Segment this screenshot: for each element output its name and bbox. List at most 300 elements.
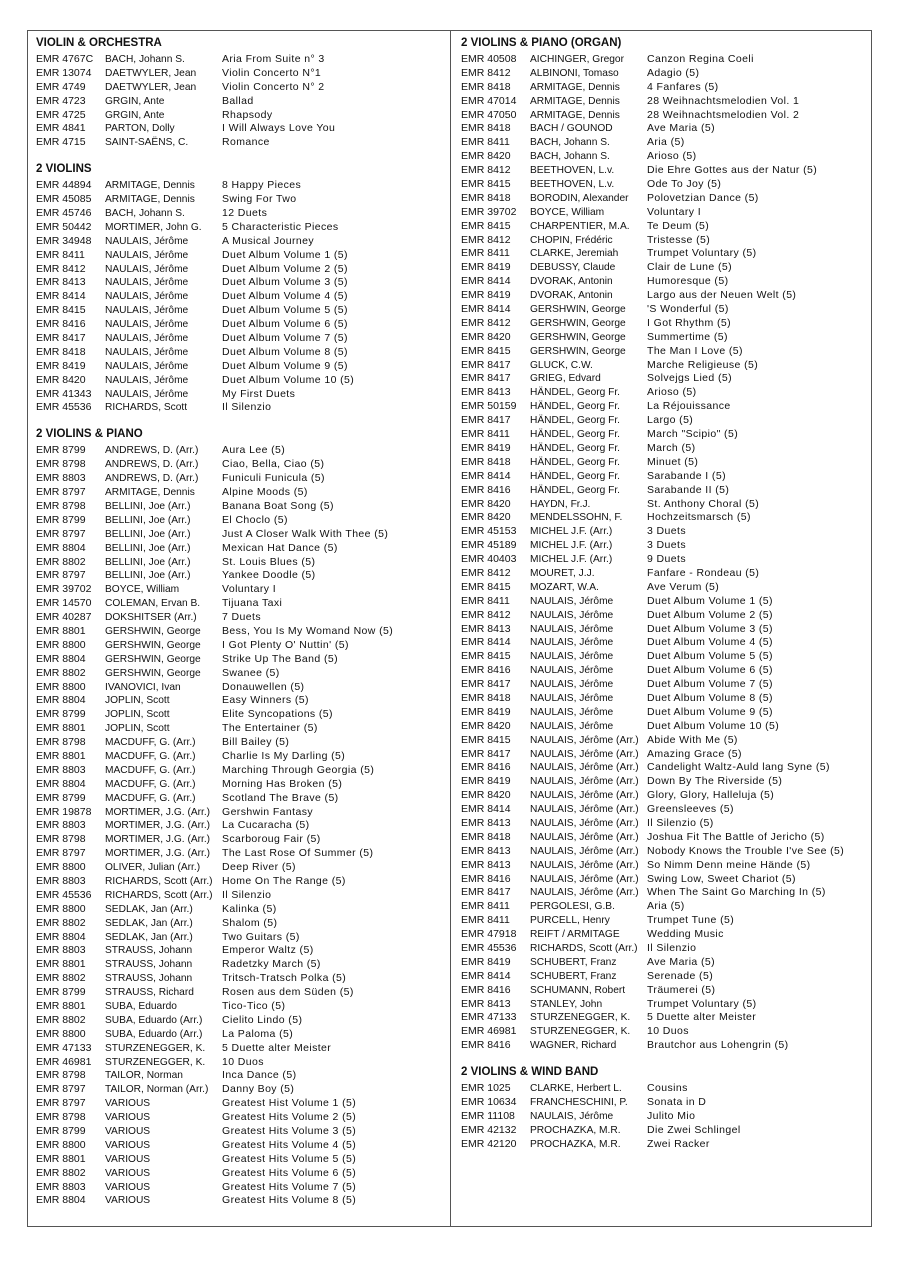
work-title: Gershwin Fantasy xyxy=(222,805,314,818)
catalog-row xyxy=(36,1042,441,1056)
work-title: 28 Weihnachtsmelodien Vol. 2 xyxy=(647,108,800,121)
work-title: Hochzeitsmarsch (5) xyxy=(647,511,751,524)
composer: OLIVER, Julian (Arr.) xyxy=(105,862,201,874)
catalog-number: EMR 8411 xyxy=(461,594,510,607)
composer: NAULAIS, Jérôme (Arr.) xyxy=(530,873,639,885)
catalog-number: EMR 8416 xyxy=(461,483,511,496)
composer: GERSHWIN, George xyxy=(530,331,626,343)
catalog-number: EMR 8413 xyxy=(461,816,511,829)
composer: BACH, Johann S. xyxy=(105,208,185,220)
catalog-row xyxy=(461,81,866,95)
composer: NAULAIS, Jérôme xyxy=(530,609,614,621)
composer: NAULAIS, Jérôme xyxy=(105,305,189,317)
catalog-number: EMR 8415 xyxy=(461,178,511,191)
composer: STRAUSS, Johann xyxy=(105,959,193,971)
composer: MACDUFF, G. (Arr.) xyxy=(105,778,196,790)
composer: ANDREWS, D. (Arr.) xyxy=(105,459,199,471)
catalog-row xyxy=(461,331,866,345)
catalog-row xyxy=(36,179,441,193)
catalog-number: EMR 8801 xyxy=(36,1000,86,1012)
work-title: Charlie Is My Darling (5) xyxy=(222,749,346,762)
composer: NAULAIS, Jérôme xyxy=(105,319,189,331)
catalog-row xyxy=(461,664,866,678)
composer: CHARPENTIER, M.A. xyxy=(530,220,630,232)
catalog-row xyxy=(36,53,441,67)
catalog-number: EMR 8798 xyxy=(36,458,86,471)
catalog-row xyxy=(461,178,866,192)
catalog-row xyxy=(36,736,441,750)
work-title: Duet Album Volume 5 (5) xyxy=(222,304,348,317)
work-title: Arioso (5) xyxy=(647,150,697,163)
composer: BELLINI, Joe (Arr.) xyxy=(105,542,191,554)
work-title: Cousins xyxy=(647,1082,688,1095)
catalog-row xyxy=(36,332,441,346)
catalog-number: EMR 50159 xyxy=(461,400,517,413)
catalog-row xyxy=(461,1082,866,1096)
catalog-number: EMR 8419 xyxy=(461,775,511,788)
composer: VARIOUS xyxy=(105,1139,151,1151)
composer: NAULAIS, Jérôme (Arr.) xyxy=(530,776,639,788)
catalog-number: EMR 8413 xyxy=(461,622,511,635)
work-title: St. Louis Blues (5) xyxy=(222,555,316,568)
composer: ARMITAGE, Dennis xyxy=(105,180,195,192)
composer: PROCHAZKA, M.R. xyxy=(530,1124,621,1136)
work-title: Summertime (5) xyxy=(647,330,728,343)
catalog-row xyxy=(36,542,441,556)
work-title: The Entertainer (5) xyxy=(222,722,318,735)
composer: NAULAIS, Jérôme (Arr.) xyxy=(530,790,639,802)
catalog-number: EMR 8419 xyxy=(461,955,511,968)
catalog-row xyxy=(461,720,866,734)
catalog-row xyxy=(461,567,866,581)
composer: CHOPIN, Frédéric xyxy=(530,234,613,246)
work-title: Scarboroug Fair (5) xyxy=(222,833,321,846)
work-title: Aria (5) xyxy=(647,136,685,149)
catalog-number: EMR 8800 xyxy=(36,902,86,915)
work-title: Nobody Knows the Trouble I've See (5) xyxy=(647,844,845,857)
catalog-row xyxy=(461,831,866,845)
work-title: Inca Dance (5) xyxy=(222,1069,297,1082)
composer: WAGNER, Richard xyxy=(530,1040,617,1052)
composer: NAULAIS, Jérôme (Arr.) xyxy=(530,762,639,774)
composer: RICHARDS, Scott xyxy=(105,402,188,414)
catalog-number: EMR 4723 xyxy=(36,94,86,107)
catalog-number: EMR 8801 xyxy=(36,1152,86,1165)
catalog-number: EMR 8417 xyxy=(461,886,511,899)
work-title: I Will Always Love You xyxy=(222,122,336,135)
composer: STURZENEGGER, K. xyxy=(105,1056,206,1068)
catalog-number: EMR 8414 xyxy=(461,969,511,982)
catalog-row xyxy=(461,734,866,748)
work-title: Voluntary I xyxy=(647,205,702,218)
composer: DAETWYLER, Jean xyxy=(105,67,197,79)
catalog-row xyxy=(36,207,441,221)
catalog-number: EMR 8418 xyxy=(461,80,511,93)
catalog-row xyxy=(36,792,441,806)
catalog-number: EMR 47014 xyxy=(461,94,517,107)
work-title: Aria From Suite n° 3 xyxy=(222,53,325,65)
work-title: Swanee (5) xyxy=(222,666,280,679)
work-title: Fanfare - Rondeau (5) xyxy=(647,566,760,579)
catalog-number: EMR 8414 xyxy=(461,469,511,482)
composer: NAULAIS, Jérôme xyxy=(530,692,614,704)
work-title: Ave Maria (5) xyxy=(647,122,716,135)
catalog-number: EMR 8804 xyxy=(36,777,86,790)
catalog-number: EMR 40403 xyxy=(461,553,517,566)
catalog-row xyxy=(36,1028,441,1042)
work-title: Duet Album Volume 9 (5) xyxy=(647,705,773,718)
composer: SUBA, Eduardo (Arr.) xyxy=(105,1014,203,1026)
composer: STURZENEGGER, K. xyxy=(105,1042,206,1054)
work-title: Duet Album Volume 7 (5) xyxy=(222,332,348,345)
catalog-row xyxy=(461,817,866,831)
work-title: Rhapsody xyxy=(222,108,273,121)
catalog-row xyxy=(461,345,866,359)
composer: SUBA, Eduardo xyxy=(105,1001,177,1012)
work-title: Scotland The Brave (5) xyxy=(222,791,339,804)
work-title: Greatest Hits Volume 4 (5) xyxy=(222,1138,357,1151)
composer: HÄNDEL, Georg Fr. xyxy=(530,442,621,454)
work-title: La Paloma (5) xyxy=(222,1027,294,1040)
composer: SUBA, Eduardo (Arr.) xyxy=(105,1028,203,1040)
work-title: El Choclo (5) xyxy=(222,513,288,526)
catalog-section xyxy=(36,161,441,415)
catalog-number: EMR 8418 xyxy=(461,455,511,468)
catalog-number: EMR 8420 xyxy=(461,789,511,802)
catalog-number: EMR 8802 xyxy=(36,666,86,679)
catalog-row xyxy=(461,678,866,692)
composer: COLEMAN, Ervan B. xyxy=(105,598,201,610)
work-title: Die Zwei Schlingel xyxy=(647,1123,741,1136)
work-title: Danny Boy (5) xyxy=(222,1083,295,1096)
composer: SAINT-SAËNS, C. xyxy=(105,137,189,149)
catalog-row xyxy=(461,775,866,789)
catalog-row xyxy=(36,1153,441,1167)
catalog-number: EMR 8797 xyxy=(36,569,86,582)
catalog-number: EMR 8418 xyxy=(461,830,511,843)
catalog-number: EMR 8416 xyxy=(461,872,511,885)
catalog-row xyxy=(461,498,866,512)
composer: NAULAIS, Jérôme xyxy=(105,374,189,386)
catalog-number: EMR 8799 xyxy=(36,986,86,999)
catalog-row xyxy=(461,150,866,164)
catalog-number: EMR 8418 xyxy=(461,191,511,204)
work-title: Greatest Hits Volume 7 (5) xyxy=(222,1180,357,1193)
catalog-number: EMR 8803 xyxy=(36,874,86,887)
work-title: 4 Fanfares (5) xyxy=(647,80,719,93)
catalog-section xyxy=(461,35,866,1053)
work-title: Abide With Me (5) xyxy=(647,733,738,746)
catalog-row xyxy=(461,192,866,206)
work-title: Duet Album Volume 10 (5) xyxy=(222,373,355,386)
catalog-row xyxy=(36,1139,441,1153)
catalog-number: EMR 45536 xyxy=(461,942,517,954)
composer: MORTIMER, J.G. (Arr.) xyxy=(105,834,211,846)
work-title: Duet Album Volume 4 (5) xyxy=(222,290,348,303)
composer: MACDUFF, G. (Arr.) xyxy=(105,750,196,762)
composer: HÄNDEL, Georg Fr. xyxy=(530,415,621,427)
catalog-row xyxy=(36,611,441,625)
catalog-row xyxy=(36,458,441,472)
catalog-number: EMR 8799 xyxy=(36,444,86,457)
composer: NAULAIS, Jérôme xyxy=(105,235,189,247)
catalog-number: EMR 13074 xyxy=(36,66,92,79)
work-title: 'S Wonderful (5) xyxy=(647,303,729,316)
catalog-row xyxy=(461,359,866,373)
catalog-row xyxy=(36,290,441,304)
catalog-number: EMR 8802 xyxy=(36,1013,86,1026)
composer: VARIOUS xyxy=(105,1181,151,1193)
composer: BELLINI, Joe (Arr.) xyxy=(105,570,191,582)
catalog-number: EMR 8416 xyxy=(36,318,86,331)
work-title: Bess, You Is My Womand Now (5) xyxy=(222,624,394,637)
catalog-number: EMR 8802 xyxy=(36,972,86,985)
catalog-number: EMR 4767C xyxy=(36,53,94,65)
catalog-number: EMR 8413 xyxy=(36,276,86,289)
catalog-number: EMR 8802 xyxy=(36,1166,86,1179)
catalog-row xyxy=(36,778,441,792)
catalog-row xyxy=(36,1014,441,1028)
catalog-section xyxy=(36,426,441,1208)
catalog-row xyxy=(461,845,866,859)
work-title: Cielito Lindo (5) xyxy=(222,1013,303,1026)
catalog-row xyxy=(461,900,866,914)
composer: MICHEL J.F. (Arr.) xyxy=(530,554,613,566)
work-title: Amazing Grace (5) xyxy=(647,747,742,760)
work-title: Sarabande I (5) xyxy=(647,469,726,482)
catalog-number: EMR 8798 xyxy=(36,1069,86,1082)
composer: MORTIMER, J.G. (Arr.) xyxy=(105,848,211,860)
work-title: 12 Duets xyxy=(222,207,268,220)
composer: MACDUFF, G. (Arr.) xyxy=(105,764,196,776)
catalog-number: EMR 19878 xyxy=(36,805,92,818)
catalog-row xyxy=(36,346,441,360)
section-title: 2 VIOLINS & WIND BAND xyxy=(461,1066,599,1079)
catalog-number: EMR 8411 xyxy=(461,247,510,260)
composer: MORTIMER, J.G. (Arr.) xyxy=(105,806,211,818)
catalog-row xyxy=(36,472,441,486)
work-title: Tijuana Taxi xyxy=(222,597,283,610)
composer: HÄNDEL, Georg Fr. xyxy=(530,456,621,468)
catalog-number: EMR 8418 xyxy=(461,122,511,135)
composer: GERSHWIN, George xyxy=(105,653,201,665)
work-title: So Nimm Denn meine Hände (5) xyxy=(647,858,811,871)
catalog-number: EMR 8797 xyxy=(36,527,86,540)
work-title: Adagio (5) xyxy=(647,66,700,79)
work-title: 3 Duets xyxy=(647,525,686,538)
catalog-row xyxy=(461,859,866,873)
catalog-row xyxy=(36,694,441,708)
work-title: Just A Closer Walk With Thee (5) xyxy=(222,527,389,540)
catalog-row xyxy=(461,970,866,984)
composer: NAULAIS, Jérôme xyxy=(105,249,189,261)
catalog-number: EMR 8412 xyxy=(461,608,511,621)
work-title: Radetzky March (5) xyxy=(222,958,321,971)
composer: DVORAK, Antonin xyxy=(530,276,613,288)
composer: NAULAIS, Jérôme (Arr.) xyxy=(530,804,639,816)
catalog-number: EMR 8798 xyxy=(36,833,86,846)
composer: SCHUBERT, Franz xyxy=(530,956,617,968)
catalog-row xyxy=(461,1011,866,1025)
composer: PERGOLESI, G.B. xyxy=(530,901,615,913)
composer: PARTON, Dolly xyxy=(105,123,175,135)
work-title: Ave Maria (5) xyxy=(647,955,716,968)
composer: STURZENEGGER, K. xyxy=(530,1012,631,1024)
work-title: Il Silenzio xyxy=(222,888,272,901)
catalog-row xyxy=(36,318,441,332)
composer: BACH, Johann S. xyxy=(530,151,610,163)
composer: HÄNDEL, Georg Fr. xyxy=(530,401,621,413)
work-title: Duet Album Volume 3 (5) xyxy=(222,276,348,289)
section-title: 2 VIOLINS & PIANO xyxy=(36,428,143,441)
catalog-number: EMR 8801 xyxy=(36,722,86,735)
work-title: Elite Syncopations (5) xyxy=(222,708,333,721)
composer: NAULAIS, Jérôme (Arr.) xyxy=(530,817,639,829)
catalog-number: EMR 47133 xyxy=(461,1011,517,1024)
composer: CLARKE, Herbert L. xyxy=(530,1083,622,1095)
work-title: Two Guitars (5) xyxy=(222,930,300,943)
catalog-row xyxy=(36,958,441,972)
work-title: Mexican Hat Dance (5) xyxy=(222,541,338,554)
catalog-row xyxy=(36,486,441,500)
work-title: Duet Album Volume 6 (5) xyxy=(222,318,348,331)
work-title: Aria (5) xyxy=(647,900,685,913)
work-title: Greatest Hits Volume 6 (5) xyxy=(222,1166,357,1179)
catalog-row xyxy=(461,95,866,109)
work-title: Rosen aus dem Süden (5) xyxy=(222,986,354,999)
catalog-number: EMR 8804 xyxy=(36,930,86,943)
catalog-number: EMR 8800 xyxy=(36,861,86,874)
work-title: The Man I Love (5) xyxy=(647,344,743,357)
catalog-number: EMR 8804 xyxy=(36,652,86,665)
catalog-row xyxy=(36,1181,441,1195)
composer: STRAUSS, Richard xyxy=(105,987,194,999)
composer: RICHARDS, Scott (Arr.) xyxy=(105,875,213,887)
catalog-row xyxy=(461,539,866,553)
work-title: Duet Album Volume 1 (5) xyxy=(647,594,773,607)
composer: HÄNDEL, Georg Fr. xyxy=(530,470,621,482)
catalog-number: EMR 8800 xyxy=(36,638,86,651)
work-title: Ballad xyxy=(222,94,254,107)
catalog-row xyxy=(461,470,866,484)
catalog-row xyxy=(461,942,866,956)
catalog-row xyxy=(36,722,441,736)
catalog-number: EMR 8416 xyxy=(461,761,511,774)
work-title: Morning Has Broken (5) xyxy=(222,777,343,790)
catalog-row xyxy=(461,1124,866,1138)
catalog-number: EMR 40287 xyxy=(36,611,92,624)
catalog-row xyxy=(461,1096,866,1110)
catalog-row xyxy=(36,875,441,889)
catalog-row xyxy=(36,122,441,136)
work-title: Ave Verum (5) xyxy=(647,580,720,593)
catalog-row xyxy=(461,275,866,289)
catalog-row xyxy=(36,1083,441,1097)
catalog-number: EMR 8802 xyxy=(36,916,86,929)
composer: BOYCE, William xyxy=(105,584,180,596)
catalog-row xyxy=(461,873,866,887)
catalog-row xyxy=(36,1125,441,1139)
catalog-number: EMR 40508 xyxy=(461,53,517,65)
work-title: Ode To Joy (5) xyxy=(647,178,722,191)
catalog-row xyxy=(461,136,866,150)
catalog-row xyxy=(461,511,866,525)
catalog-row xyxy=(36,917,441,931)
composer: ALBINONI, Tomaso xyxy=(530,67,619,79)
composer: CLARKE, Jeremiah xyxy=(530,248,619,260)
catalog-number: EMR 8419 xyxy=(461,261,511,274)
catalog-row xyxy=(36,360,441,374)
catalog-row xyxy=(36,249,441,263)
catalog-number: EMR 8412 xyxy=(461,164,511,177)
catalog-number: EMR 8411 xyxy=(461,428,510,441)
catalog-row xyxy=(461,706,866,720)
composer: NAULAIS, Jérôme xyxy=(530,623,614,635)
catalog-number: EMR 8801 xyxy=(36,749,86,762)
catalog-number: EMR 8420 xyxy=(461,150,511,163)
catalog-number: EMR 8803 xyxy=(36,763,86,776)
catalog-number: EMR 4715 xyxy=(36,136,86,149)
composer: VARIOUS xyxy=(105,1167,151,1179)
column-divider xyxy=(450,30,451,1227)
catalog-row xyxy=(36,263,441,277)
composer: FRANCHESCHINI, P. xyxy=(530,1097,628,1109)
catalog-number: EMR 8417 xyxy=(36,332,86,345)
composer: NAULAIS, Jérôme xyxy=(105,346,189,358)
catalog-number: EMR 8411 xyxy=(461,136,510,149)
catalog-number: EMR 8412 xyxy=(36,262,86,275)
composer: NAULAIS, Jérôme xyxy=(105,277,189,289)
catalog-number: EMR 8412 xyxy=(461,316,511,329)
work-title: Polovetzian Dance (5) xyxy=(647,191,759,204)
catalog-number: EMR 8799 xyxy=(36,708,86,721)
work-title: Home On The Range (5) xyxy=(222,874,346,887)
work-title: Canzon Regina Coeli xyxy=(647,53,754,65)
work-title: Duet Album Volume 8 (5) xyxy=(222,345,348,358)
work-title: Largo (5) xyxy=(647,414,694,427)
catalog-number: EMR 44894 xyxy=(36,179,92,192)
catalog-row xyxy=(36,1069,441,1083)
catalog-number: EMR 8803 xyxy=(36,819,86,832)
catalog-row xyxy=(461,692,866,706)
catalog-number: EMR 8416 xyxy=(461,983,511,996)
work-title: Easy Winners (5) xyxy=(222,694,309,707)
composer: BACH / GOUNOD xyxy=(530,123,613,135)
work-title: 28 Weihnachtsmelodien Vol. 1 xyxy=(647,94,800,107)
catalog-row xyxy=(36,221,441,235)
composer: BORODIN, Alexander xyxy=(530,192,629,204)
work-title: Shalom (5) xyxy=(222,916,278,929)
catalog-row xyxy=(461,1110,866,1124)
catalog-row xyxy=(461,984,866,998)
catalog-number: EMR 8803 xyxy=(36,472,86,485)
work-title: Solvejgs Lied (5) xyxy=(647,372,733,385)
work-title: Il Silenzio xyxy=(222,401,272,414)
composer: NAULAIS, Jérôme xyxy=(530,595,614,607)
catalog-number: EMR 8419 xyxy=(461,705,511,718)
work-title: Duet Album Volume 1 (5) xyxy=(222,248,348,261)
catalog-number: EMR 8419 xyxy=(461,441,511,454)
catalog-number: EMR 8414 xyxy=(461,303,511,316)
composer: NAULAIS, Jérôme xyxy=(530,1110,614,1122)
composer: STRAUSS, Johann xyxy=(105,973,193,985)
catalog-number: EMR 8418 xyxy=(461,691,511,704)
catalog-row xyxy=(461,1138,866,1152)
composer: DVORAK, Antonin xyxy=(530,290,613,302)
catalog-row xyxy=(461,164,866,178)
catalog-row xyxy=(36,861,441,875)
work-title: Duet Album Volume 10 (5) xyxy=(647,719,780,732)
